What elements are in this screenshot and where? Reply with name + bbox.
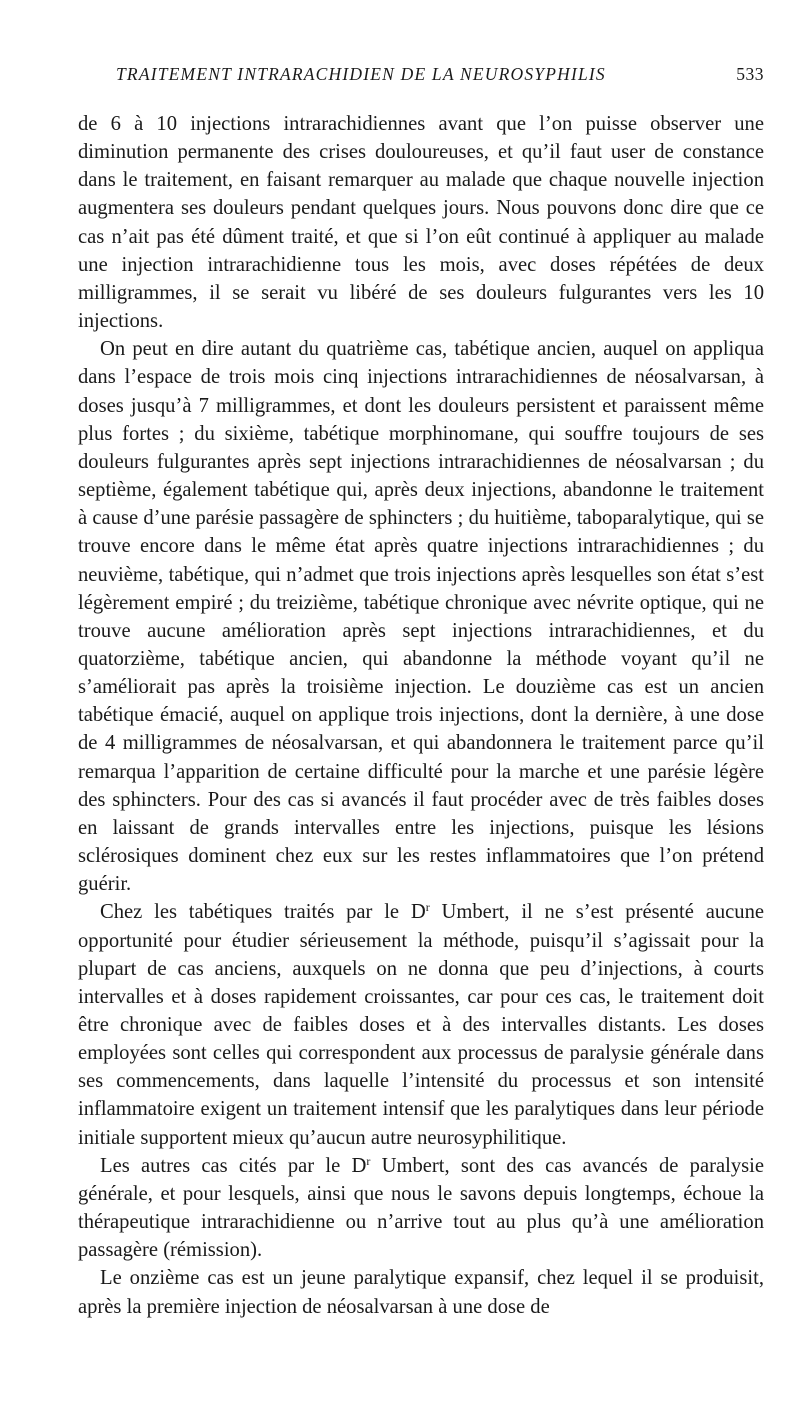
running-head [78,64,764,90]
paragraph-3-superscript: r [425,900,430,915]
paragraph-4 [78,1152,764,1265]
running-title: TRAITEMENT INTRARACHIDIEN DE LA NEUROSYPHILIS [116,64,606,84]
paragraph-2-text: On peut en dire autant du quatrième cas, tabétique ancien, auquel on appliqua dans l’espace de trois mois cinq injections intrarachidiennes de néosalvarsan, à doses jusqu’à 7 milligrammes, et dont les douleurs persistent et paraissent même plus fortes ; du sixième, tabétique morphinomane, qui souffre toujours de ses douleurs fulgurantes après sept injections intrarachidiennes de néosalvarsan ; du septième, également tabétique qui, après deux injections, abandonne le traitement à cause d’une parésie passagère de sphincters ; du huitième, taboparalytique, qui se trouve encore dans le même état après quatre injections intrarachidiennes ; du neuvième, tabétique, qui n’admet que trois injections après lesquelles son état s’est légèrement empiré ; du treizième, tabétique chronique avec névrite optique, qui ne trouve aucune amélioration après sept injections intrarachidiennes, et du quatorzième, tabétique ancien, qui abandonne la méthode voyant qu’il ne s’améliorait pas après la troisième injection. Le douzième cas est un ancien tabétique émacié, auquel on applique trois injections, dont la dernière, à une dose de 4 milligrammes de néosalvarsan, et qui abandonnera le traitement parce qu’il remarqua l’apparition de certaine difficulté pour la marche et une parésie légère des sphincters. Pour des cas si avancés il faut procéder avec de très faibles doses en laissant de grands intervalles entre les injections, puisque les lésions sclérosiques dominent chez eux sur les restes inflammatoires que l’on prétend guérir. [78,338,764,896]
paragraph-5 [78,1264,764,1320]
paragraph-4-text-before: Les autres cas cités par le D [100,1154,367,1177]
body-text [78,110,764,1321]
paragraph-2 [78,335,764,898]
paragraph-4-text-after: Umbert, sont des cas avancés de paralysie générale, et pour lesquels, ainsi que nous le savons depuis longtemps, échoue la thérapeutique intrarachidienne ou n’arrive tout au plus qu’à une amélioration passagère (rémission). [78,1154,764,1262]
paragraph-3-text-before: Chez les tabétiques traités par le D [100,901,426,924]
paragraph-3-text-after: Umbert, il ne s’est présenté aucune opportunité pour étudier sérieusement la méthode, puisqu’il s’agissait pour la plupart de cas anciens, auxquels on ne donna que peu d’injections, à courts intervalles et à doses rapidement croissantes, car pour ces cas, le traitement doit être chronique avec de faibles doses et à des intervalles distants. Les doses employées sont celles qui correspondent aux processus de paralysie générale dans ses commencements, dans laquelle l’intensité du processus et son intensité inflammatoire exigent un traitement intensif que les paralytiques dans leur période initiale supportent mieux qu’aucun autre neurosyphilitique. [78,901,765,1149]
paragraph-1 [78,110,764,335]
paragraph-3 [78,898,764,1151]
page-number: 533 [736,64,764,84]
paragraph-5-text: Le onzième cas est un jeune paralytique expansif, chez lequel il se produisit, après la première injection de néosalvarsan à une dose de [78,1267,764,1318]
paragraph-4-superscript: r [366,1153,371,1168]
paragraph-1-text: de 6 à 10 injections intrarachidiennes avant que l’on puisse observer une diminution permanente des crises douloureuses, et qu’il faut user de constance dans le traitement, en faisant remarquer au malade que chaque nouvelle injection augmentera ses douleurs pendant quelques jours. Nous pouvons donc dire que ce cas n’ait pas été dûment traité, et que si l’on eût continué à appliquer au malade une injection intrarachidienne tous les mois, avec doses répétées de deux milligrammes, il se serait vu libéré de ses douleurs fulgurantes vers les 10 injections. [78,113,764,333]
